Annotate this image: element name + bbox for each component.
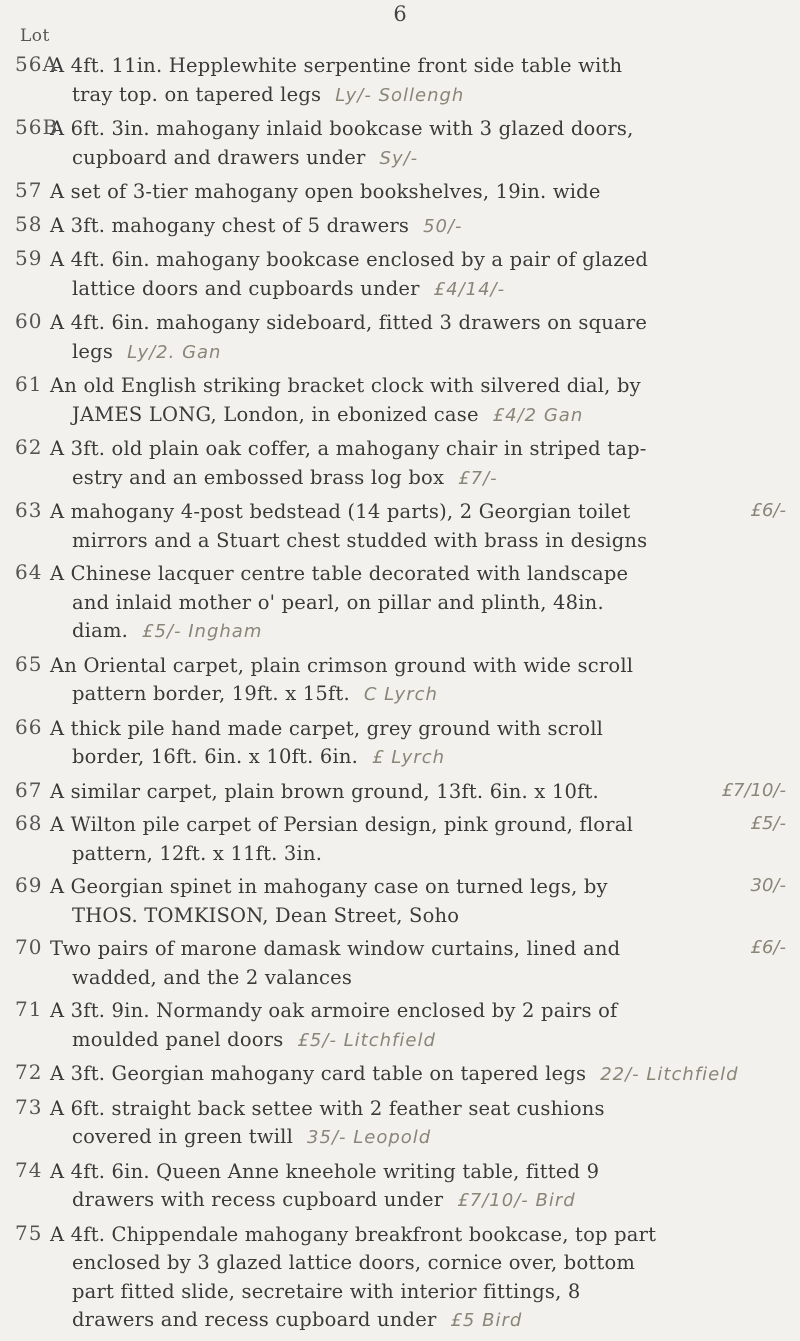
lot-entry bbox=[0, 715, 800, 773]
page-number: 6 bbox=[393, 2, 407, 26]
lot-number: 60 bbox=[15, 309, 43, 333]
lot-entry bbox=[0, 997, 800, 1055]
lot-number: 75 bbox=[15, 1220, 43, 1245]
lot-description-line: A 3ft. mahogany chest of 5 drawers 50/- bbox=[50, 213, 463, 237]
lot-entry bbox=[0, 52, 800, 110]
lot-description-line: drawers and recess cupboard under £5 Bird bbox=[72, 1308, 523, 1331]
lot-description-line: THOS. TOMKISON, Dean Street, Soho bbox=[72, 903, 460, 927]
lot-description-line: A 3ft. old plain oak coffer, a mahogany chair in striped tap- bbox=[50, 437, 647, 460]
lot-description-line: drawers with recess cupboard under £7/10/- Bird bbox=[72, 1188, 576, 1211]
handwritten-margin-note: £6/- bbox=[750, 937, 786, 958]
lot-description-line: diam. £5/- Ingham bbox=[72, 619, 263, 642]
handwritten-price-note: 22/- Litchfield bbox=[600, 1064, 739, 1085]
lot-description-line: legs Ly/2. Gan bbox=[72, 339, 222, 363]
lot-description-line: An Oriental carpet, plain crimson ground with wide scroll bbox=[50, 653, 634, 677]
lot-description-line: mirrors and a Stuart chest studded with brass in designs bbox=[72, 528, 648, 552]
lot-number: 63 bbox=[15, 498, 43, 522]
lot-description-line: A thick pile hand made carpet, grey ground with scroll bbox=[50, 716, 604, 740]
handwritten-price-note: Ly/- Sollengh bbox=[335, 84, 465, 106]
lot-entry bbox=[0, 1095, 800, 1153]
lot-description-line: A Wilton pile carpet of Persian design, pink ground, floral bbox=[50, 813, 634, 836]
lot-entry bbox=[0, 873, 800, 930]
lot-entry bbox=[0, 498, 800, 555]
lot-description-line: pattern border, 19ft. x 15ft. C Lyrch bbox=[72, 682, 438, 705]
lot-number: 71 bbox=[15, 997, 43, 1021]
lot-entry bbox=[0, 246, 800, 304]
lot-number: 74 bbox=[15, 1157, 43, 1182]
lot-description-line: A Chinese lacquer centre table decorated with landscape bbox=[50, 562, 629, 585]
lot-description-line: A 4ft. 6in. mahogany bookcase enclosed by a pair of glazed bbox=[50, 248, 649, 271]
lot-entry bbox=[0, 560, 800, 647]
handwritten-margin-note: £7/10/- bbox=[721, 779, 786, 801]
handwritten-price-note: £5/- Litchfield bbox=[297, 1029, 436, 1051]
handwritten-price-note: £5 Bird bbox=[450, 1310, 523, 1331]
lot-description-line: Two pairs of marone damask window curtains, lined and bbox=[50, 937, 621, 960]
lot-number: 59 bbox=[15, 246, 43, 270]
lot-column-header: Lot bbox=[20, 26, 50, 46]
lot-number: 69 bbox=[15, 873, 43, 897]
lot-number: 66 bbox=[15, 714, 43, 739]
lot-description-line: and inlaid mother o' pearl, on pillar and plinth, 48in. bbox=[72, 590, 604, 614]
lot-description-line: A 4ft. 6in. Queen Anne kneehole writing table, fitted 9 bbox=[50, 1159, 600, 1183]
lot-description-line: A 3ft. Georgian mahogany card table on tapered legs 22/- Litchfield bbox=[50, 1062, 739, 1085]
lot-number: 73 bbox=[15, 1094, 43, 1119]
handwritten-price-note: Sy/- bbox=[379, 147, 419, 169]
lot-description-line: wadded, and the 2 valances bbox=[72, 965, 353, 989]
lot-description-line: A set of 3-tier mahogany open bookshelves, 19in. wide bbox=[50, 180, 601, 203]
lot-description-line: moulded panel doors £5/- Litchfield bbox=[72, 1027, 436, 1051]
lot-description-line: lattice doors and cupboards under £4/14/- bbox=[72, 276, 506, 300]
handwritten-price-note: £5/- Ingham bbox=[142, 621, 263, 642]
handwritten-price-note: £4/2 Gan bbox=[492, 404, 584, 426]
lot-description-line: A Georgian spinet in mahogany case on turned legs, by bbox=[50, 875, 608, 898]
lot-number: 56B bbox=[15, 115, 59, 139]
lot-entry bbox=[0, 1158, 800, 1216]
lot-number: 58 bbox=[15, 211, 43, 236]
lot-entry bbox=[0, 309, 800, 367]
handwritten-price-note: 35/- Leopold bbox=[307, 1127, 432, 1148]
handwritten-price-note: £7/10/- Bird bbox=[457, 1190, 576, 1211]
lot-entry bbox=[0, 778, 800, 807]
lot-number: 61 bbox=[15, 372, 43, 396]
lot-number: 70 bbox=[15, 935, 43, 959]
lot-entry bbox=[0, 1060, 800, 1090]
lot-description-line: covered in green twill 35/- Leopold bbox=[72, 1125, 432, 1148]
lot-number: 62 bbox=[15, 435, 43, 459]
lot-entry bbox=[0, 212, 800, 242]
lot-description-line: enclosed by 3 glazed lattice doors, cornice over, bottom bbox=[72, 1251, 636, 1274]
lot-description-line: A 4ft. 6in. mahogany sideboard, fitted 3 drawers on square bbox=[50, 311, 648, 334]
handwritten-price-note: C Lyrch bbox=[363, 684, 438, 705]
lot-entry bbox=[0, 178, 800, 207]
lot-entry bbox=[0, 652, 800, 710]
handwritten-price-note: Ly/2. Gan bbox=[127, 341, 222, 363]
lot-entry bbox=[0, 1221, 800, 1336]
lot-description-line: part fitted slide, secretaire with interior fittings, 8 bbox=[72, 1279, 581, 1303]
lot-description-line: pattern, 12ft. x 11ft. 3in. bbox=[72, 841, 323, 865]
lot-description-line: An old English striking bracket clock with silvered dial, by bbox=[50, 374, 641, 397]
handwritten-price-note: 50/- bbox=[423, 215, 463, 237]
lot-number: 67 bbox=[15, 777, 43, 802]
lot-description-line: A 6ft. straight back settee with 2 feather seat cushions bbox=[50, 1096, 605, 1120]
lot-number: 56A bbox=[15, 52, 58, 76]
lot-number: 72 bbox=[15, 1060, 43, 1084]
lot-description-line: estry and an embossed brass log box £7/- bbox=[72, 465, 498, 489]
lot-description-line: A 6ft. 3in. mahogany inlaid bookcase with 3 glazed doors, bbox=[50, 117, 634, 140]
lot-description-line: A similar carpet, plain brown ground, 13ft. 6in. x 10ft. bbox=[50, 779, 599, 803]
lot-description-line: A 3ft. 9in. Normandy oak armoire enclosed by 2 pairs of bbox=[50, 999, 618, 1022]
lot-number: 64 bbox=[15, 560, 43, 584]
lot-description-line: border, 16ft. 6in. x 10ft. 6in. £ Lyrch bbox=[72, 745, 445, 768]
lot-description-line: cupboard and drawers under Sy/- bbox=[72, 145, 419, 169]
handwritten-price-note: £4/14/- bbox=[433, 278, 506, 300]
lot-list bbox=[0, 52, 800, 1341]
handwritten-margin-note: £5/- bbox=[750, 813, 786, 834]
handwritten-price-note: £ Lyrch bbox=[372, 747, 445, 768]
handwritten-margin-note: £6/- bbox=[750, 500, 786, 521]
handwritten-margin-note: 30/- bbox=[750, 875, 786, 896]
lot-entry bbox=[0, 372, 800, 430]
lot-description-line: A 4ft. 11in. Hepplewhite serpentine front side table with bbox=[50, 54, 623, 77]
lot-number: 57 bbox=[15, 178, 43, 202]
lot-description-line: tray top. on tapered legs Ly/- Sollengh bbox=[72, 82, 465, 106]
lot-description-line: A mahogany 4-post bedstead (14 parts), 2 Georgian toilet bbox=[50, 500, 631, 523]
lot-entry bbox=[0, 115, 800, 173]
lot-entry bbox=[0, 811, 800, 868]
lot-number: 65 bbox=[15, 651, 43, 676]
lot-entry bbox=[0, 935, 800, 992]
lot-entry bbox=[0, 435, 800, 493]
lot-description-line: JAMES LONG, London, in ebonized case £4/2 Gan bbox=[72, 402, 584, 426]
handwritten-price-note: £7/- bbox=[458, 467, 498, 489]
lot-number: 68 bbox=[15, 811, 43, 835]
lot-description-line: A 4ft. Chippendale mahogany breakfront bookcase, top part bbox=[50, 1222, 657, 1246]
